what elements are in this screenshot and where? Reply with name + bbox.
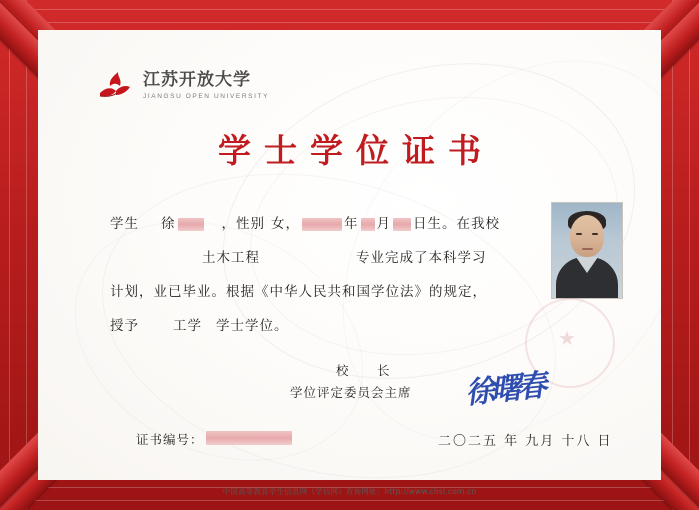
major-value: 土木工程 bbox=[202, 250, 260, 266]
role-president: 校 长 bbox=[336, 363, 398, 378]
regulation-text: 计划，业已毕业。根据《中华人民共和国学位法》的规定， bbox=[110, 284, 487, 300]
label-gender: ，性别 bbox=[221, 216, 265, 232]
university-name-en: JIANGSU OPEN UNIVERSITY bbox=[143, 92, 270, 100]
degree-field-value: 工学 bbox=[173, 318, 202, 334]
comma-1: ， bbox=[285, 216, 300, 232]
gender-value: 女 bbox=[271, 216, 286, 232]
certificate-paper bbox=[38, 30, 661, 480]
certificate-title: 学士学位证书 bbox=[218, 131, 494, 170]
label-day: 日生。在我校 bbox=[413, 216, 500, 232]
handwritten-signature: 徐曙春 bbox=[463, 368, 545, 412]
signature-role-block bbox=[290, 360, 470, 404]
certificate-number-redaction bbox=[206, 431, 292, 445]
body-line-3 bbox=[110, 266, 580, 300]
degree-tail: 学士学位。 bbox=[216, 318, 289, 334]
university-name-cn: 江苏开放大学 bbox=[143, 69, 251, 90]
label-student: 学生 bbox=[110, 216, 139, 232]
student-photo bbox=[551, 202, 623, 299]
major-tail: 专业完成了本科学习 bbox=[356, 250, 487, 266]
certificate-number-label: 证书编号： bbox=[136, 432, 204, 447]
photo-face bbox=[570, 215, 604, 257]
label-month: 月 bbox=[376, 216, 391, 232]
verification-note: 中国高等教育学生信息网（学信网）查询网址：http://www.chsi.com.cn bbox=[222, 487, 477, 496]
label-year: 年 bbox=[344, 216, 359, 232]
birth-month-redaction bbox=[361, 218, 375, 231]
role-committee-chair: 学位评定委员会主席 bbox=[290, 385, 412, 400]
photo-mouth bbox=[582, 248, 593, 250]
birth-day-redaction bbox=[393, 218, 411, 231]
issue-date: 二〇二五 年 九月 十八 日 bbox=[438, 434, 613, 449]
body-line-2 bbox=[110, 232, 580, 266]
university-logo bbox=[94, 66, 269, 106]
certificate-number bbox=[136, 430, 294, 448]
body-line-1 bbox=[110, 198, 580, 232]
university-logo-text bbox=[143, 69, 270, 101]
birth-year-redaction bbox=[302, 218, 342, 231]
certificate-body bbox=[110, 198, 580, 334]
photo-eye-left bbox=[576, 233, 582, 235]
student-name-redaction bbox=[178, 218, 204, 231]
label-grant: 授予 bbox=[110, 318, 139, 334]
student-name-visible: 徐 bbox=[161, 216, 176, 232]
body-line-4 bbox=[110, 300, 580, 334]
seal-star-icon: ★ bbox=[558, 326, 576, 350]
open-book-flame-logo-icon bbox=[94, 66, 134, 106]
photo-eye-right bbox=[592, 233, 598, 235]
